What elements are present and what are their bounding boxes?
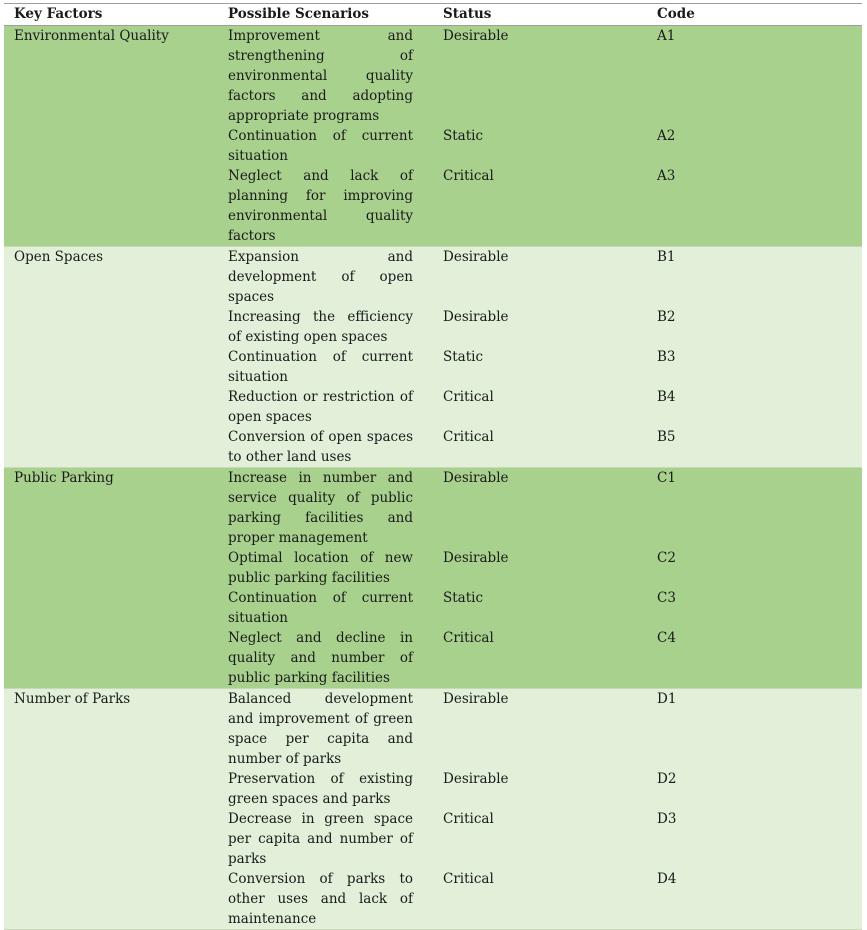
scenario-rows	[218, 247, 862, 467]
table-row	[218, 588, 862, 628]
key-factor-cell: Public Parking	[14, 470, 114, 486]
status-cell: Static	[443, 349, 484, 365]
code-cell: A3	[657, 168, 676, 184]
scenario-cell: Balanced development and improvement of green space per capita and number of parks	[228, 691, 413, 767]
table-row	[218, 126, 862, 166]
scenario-rows	[218, 26, 862, 246]
scenario-cell: Optimal location of new public parking facilities	[228, 550, 413, 586]
table-row	[218, 869, 862, 929]
header-key-factors: Key Factors	[14, 6, 103, 22]
factor-group	[4, 468, 862, 689]
table-row	[218, 548, 862, 588]
status-cell: Static	[443, 590, 484, 606]
code-cell: B3	[657, 349, 676, 365]
scenario-cell: Preservation of existing green spaces and parks	[228, 771, 413, 807]
scenario-cell: Continuation of current situation	[228, 590, 413, 626]
status-cell: Static	[443, 128, 484, 144]
table-row	[218, 347, 862, 387]
table-row	[218, 387, 862, 427]
table-row	[218, 769, 862, 809]
table-row	[218, 247, 862, 307]
status-cell: Desirable	[443, 28, 509, 44]
table-row	[218, 26, 862, 126]
status-cell: Critical	[443, 811, 494, 827]
code-cell: B1	[657, 249, 676, 265]
code-cell: A2	[657, 128, 676, 144]
scenario-cell: Continuation of current situation	[228, 349, 413, 385]
status-cell: Desirable	[443, 249, 509, 265]
status-cell: Desirable	[443, 691, 509, 707]
status-cell: Critical	[443, 630, 494, 646]
scenario-cell: Increase in number and service quality of public parking facilities and proper management	[228, 470, 413, 546]
status-cell: Desirable	[443, 470, 509, 486]
table-row	[218, 307, 862, 347]
header-possible-scenarios: Possible Scenarios	[228, 6, 369, 22]
table-row	[218, 166, 862, 246]
status-cell: Critical	[443, 168, 494, 184]
code-cell: B5	[657, 429, 676, 445]
status-cell: Desirable	[443, 771, 509, 787]
scenario-cell: Conversion of open spaces to other land uses	[228, 429, 413, 465]
status-cell: Desirable	[443, 309, 509, 325]
code-cell: C1	[657, 470, 676, 486]
scenario-cell: Increasing the efficiency of existing open spaces	[228, 309, 413, 345]
status-cell: Critical	[443, 429, 494, 445]
factor-group	[4, 26, 862, 247]
table-row	[218, 628, 862, 688]
table-row	[218, 809, 862, 869]
key-factor-cell: Number of Parks	[14, 691, 131, 707]
key-factor-cell: Environmental Quality	[14, 28, 169, 44]
scenario-cell: Continuation of current situation	[228, 128, 413, 164]
scenario-cell: Conversion of parks to other uses and lack of maintenance	[228, 871, 413, 927]
status-cell: Critical	[443, 389, 494, 405]
code-cell: A1	[657, 28, 676, 44]
table-row	[218, 427, 862, 467]
scenario-cell: Neglect and decline in quality and number of public parking facilities	[228, 630, 413, 686]
code-cell: D3	[657, 811, 677, 827]
header-code: Code	[657, 6, 695, 22]
code-cell: C4	[657, 630, 676, 646]
code-cell: C2	[657, 550, 676, 566]
table-row	[218, 689, 862, 769]
scenario-cell: Improvement and strengthening of environmental quality factors and adopting appropriate programs	[228, 28, 413, 124]
scenario-cell: Neglect and lack of planning for improving environmental quality factors	[228, 168, 413, 244]
code-cell: D1	[657, 691, 677, 707]
scenario-cell: Reduction or restriction of open spaces	[228, 389, 413, 425]
table-body	[4, 26, 862, 930]
header-status: Status	[443, 6, 492, 22]
scenario-rows	[218, 689, 862, 929]
table-row	[218, 468, 862, 548]
scenario-cell: Decrease in green space per capita and number of parks	[228, 811, 413, 867]
scenario-table	[4, 3, 862, 930]
scenario-rows	[218, 468, 862, 688]
status-cell: Desirable	[443, 550, 509, 566]
factor-group	[4, 689, 862, 930]
code-cell: B4	[657, 389, 676, 405]
code-cell: D2	[657, 771, 677, 787]
code-cell: B2	[657, 309, 676, 325]
factor-group	[4, 247, 862, 468]
code-cell: C3	[657, 590, 676, 606]
key-factor-cell: Open Spaces	[14, 249, 104, 265]
status-cell: Critical	[443, 871, 494, 887]
scenario-cell: Expansion and development of open spaces	[228, 249, 413, 305]
code-cell: D4	[657, 871, 677, 887]
table-header	[4, 3, 862, 26]
